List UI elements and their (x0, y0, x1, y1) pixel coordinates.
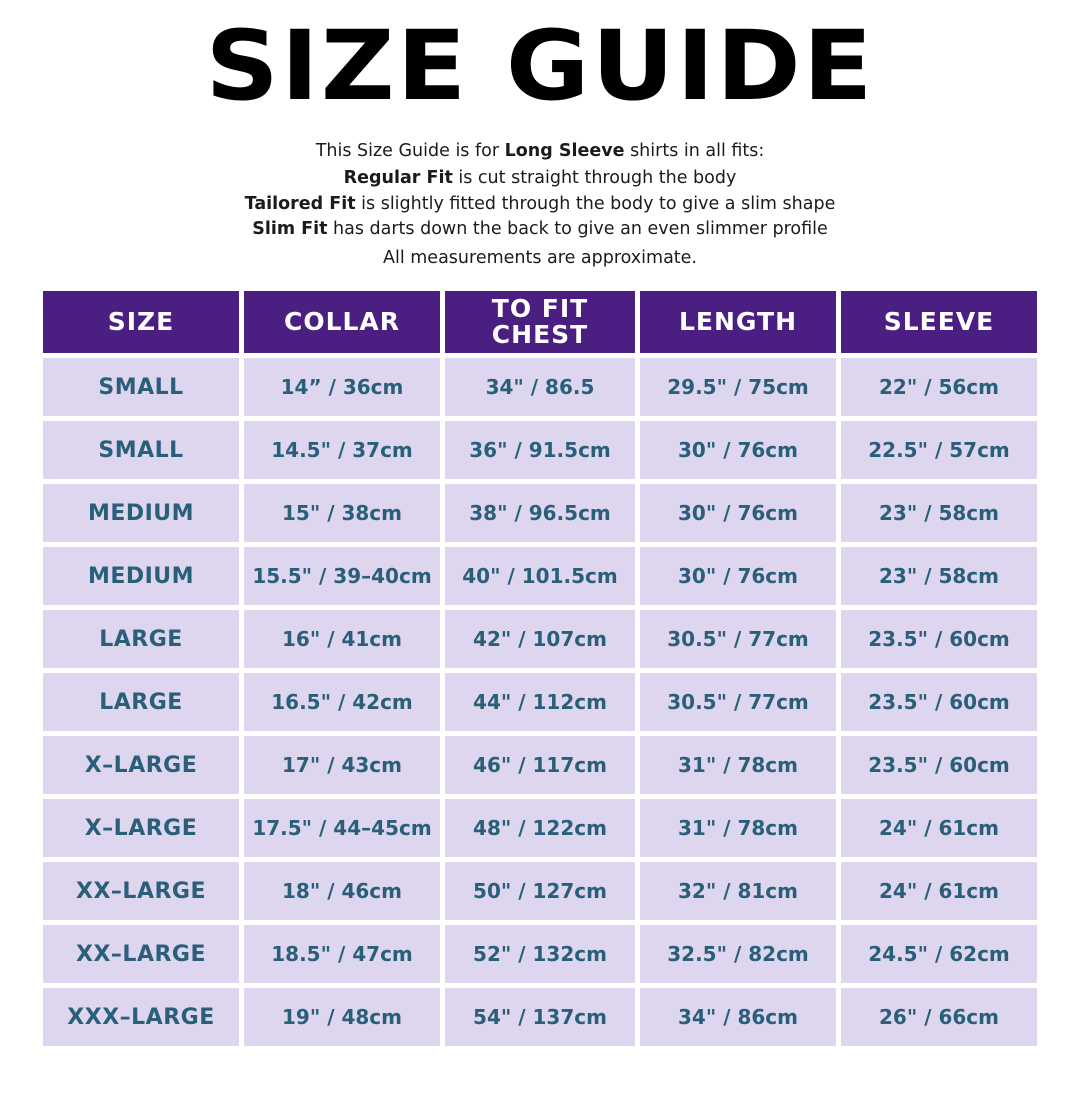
cell-chest: 48" / 122cm (445, 799, 635, 857)
cell-sleeve: 24.5" / 62cm (841, 925, 1037, 983)
cell-chest: 44" / 112cm (445, 673, 635, 731)
column-header-size: SIZE (43, 291, 239, 353)
cell-collar: 18.5" / 47cm (244, 925, 440, 983)
cell-collar: 14” / 36cm (244, 358, 440, 416)
fit-slim (40, 217, 1040, 243)
cell-sleeve: 23.5" / 60cm (841, 610, 1037, 668)
cell-size: XX–LARGE (43, 925, 239, 983)
cell-length: 34" / 86cm (640, 988, 836, 1046)
table-row (43, 673, 1037, 731)
cell-collar: 15" / 38cm (244, 484, 440, 542)
cell-chest: 52" / 132cm (445, 925, 635, 983)
cell-length: 31" / 78cm (640, 799, 836, 857)
cell-collar: 18" / 46cm (244, 862, 440, 920)
cell-sleeve: 26" / 66cm (841, 988, 1037, 1046)
cell-collar: 16" / 41cm (244, 610, 440, 668)
cell-length: 30" / 76cm (640, 421, 836, 479)
cell-length: 32" / 81cm (640, 862, 836, 920)
fit-regular-desc: is cut straight through the body (452, 167, 737, 188)
column-header-to-fit-chest: TO FIT CHEST (445, 291, 635, 353)
table-header-row (43, 291, 1037, 353)
fit-slim-name: Slim Fit (252, 219, 328, 240)
cell-chest: 38" / 96.5cm (445, 484, 635, 542)
intro-lead-bold: Long Sleeve (504, 140, 625, 161)
cell-sleeve: 23" / 58cm (841, 547, 1037, 605)
cell-length: 30.5" / 77cm (640, 610, 836, 668)
table-row (43, 421, 1037, 479)
table-row (43, 484, 1037, 542)
table-row (43, 610, 1037, 668)
fit-regular (40, 166, 1040, 192)
column-header-collar: COLLAR (244, 291, 440, 353)
cell-sleeve: 23.5" / 60cm (841, 673, 1037, 731)
cell-size: MEDIUM (43, 547, 239, 605)
cell-chest: 46" / 117cm (445, 736, 635, 794)
cell-sleeve: 23.5" / 60cm (841, 736, 1037, 794)
table-row (43, 358, 1037, 416)
cell-length: 30.5" / 77cm (640, 673, 836, 731)
cell-sleeve: 24" / 61cm (841, 799, 1037, 857)
cell-sleeve: 22.5" / 57cm (841, 421, 1037, 479)
cell-size: MEDIUM (43, 484, 239, 542)
cell-size: LARGE (43, 610, 239, 668)
cell-chest: 40" / 101.5cm (445, 547, 635, 605)
cell-sleeve: 22" / 56cm (841, 358, 1037, 416)
cell-collar: 15.5" / 39–40cm (244, 547, 440, 605)
cell-chest: 42" / 107cm (445, 610, 635, 668)
intro-lead (40, 139, 1040, 165)
fit-tailored-desc: is slightly fitted through the body to give a slim shape (355, 193, 836, 214)
cell-collar: 17.5" / 44–45cm (244, 799, 440, 857)
cell-sleeve: 24" / 61cm (841, 862, 1037, 920)
fit-tailored-name: Tailored Fit (244, 193, 356, 214)
cell-size: LARGE (43, 673, 239, 731)
table-row (43, 799, 1037, 857)
cell-chest: 34" / 86.5 (445, 358, 635, 416)
cell-size: SMALL (43, 421, 239, 479)
intro-lead-suffix: shirts in all fits: (624, 140, 765, 161)
cell-length: 32.5" / 82cm (640, 925, 836, 983)
table-row (43, 988, 1037, 1046)
cell-length: 30" / 76cm (640, 484, 836, 542)
table-row (43, 925, 1037, 983)
intro-lead-prefix: This Size Guide is for (315, 140, 505, 161)
size-guide-page (0, 10, 1080, 1096)
cell-collar: 16.5" / 42cm (244, 673, 440, 731)
cell-collar: 19" / 48cm (244, 988, 440, 1046)
cell-length: 29.5" / 75cm (640, 358, 836, 416)
cell-size: XX–LARGE (43, 862, 239, 920)
table-row (43, 547, 1037, 605)
table-row (43, 736, 1037, 794)
page-title: SIZE GUIDE (205, 10, 875, 122)
cell-sleeve: 23" / 58cm (841, 484, 1037, 542)
column-header-length: LENGTH (640, 291, 836, 353)
table-row (43, 862, 1037, 920)
cell-chest: 54" / 137cm (445, 988, 635, 1046)
fit-regular-name: Regular Fit (343, 167, 453, 188)
cell-size: XXX–LARGE (43, 988, 239, 1046)
column-header-sleeve: SLEEVE (841, 291, 1037, 353)
cell-size: X–LARGE (43, 736, 239, 794)
size-chart-table (38, 286, 1042, 1051)
fit-slim-desc: has darts down the back to give an even slimmer profile (327, 219, 828, 240)
cell-collar: 14.5" / 37cm (244, 421, 440, 479)
cell-collar: 17" / 43cm (244, 736, 440, 794)
fit-tailored (40, 192, 1040, 218)
cell-chest: 36" / 91.5cm (445, 421, 635, 479)
cell-size: X–LARGE (43, 799, 239, 857)
cell-chest: 50" / 127cm (445, 862, 635, 920)
cell-size: SMALL (43, 358, 239, 416)
intro-block (0, 139, 1080, 272)
cell-length: 30" / 76cm (640, 547, 836, 605)
cell-length: 31" / 78cm (640, 736, 836, 794)
measurement-note: All measurements are approximate. (383, 248, 697, 269)
